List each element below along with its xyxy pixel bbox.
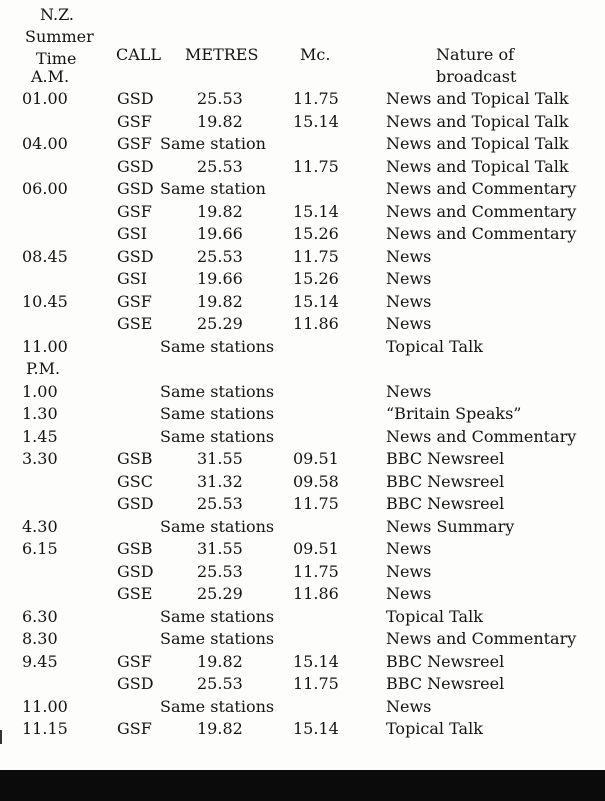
time-cell: 11.00 xyxy=(22,336,68,356)
metres-cell: 19.66 xyxy=(197,269,243,288)
header-call: CALL xyxy=(116,45,162,64)
table-row xyxy=(0,516,605,538)
megacycles-cell: 09.51 xyxy=(293,539,339,558)
broadcast-nature-cell: News xyxy=(386,314,432,333)
time-cell: 1.30 xyxy=(22,404,58,423)
same-station-note: Same stations xyxy=(160,629,275,648)
megacycles-cell: 11.75 xyxy=(293,89,339,108)
megacycles-cell: 15.14 xyxy=(293,291,339,311)
metres-cell: 25.53 xyxy=(197,89,243,108)
megacycles-cell: 11.75 xyxy=(293,561,339,581)
call-sign-cell: GSI xyxy=(117,269,148,288)
page-edge-mark xyxy=(0,730,2,744)
metres-cell: 19.82 xyxy=(197,201,243,221)
broadcast-nature-cell: News and Topical Talk xyxy=(386,111,569,131)
header-nature: Nature of xyxy=(436,45,515,64)
table-row xyxy=(0,673,605,695)
broadcast-nature-cell: News and Commentary xyxy=(386,224,577,243)
bottom-black-band xyxy=(0,770,605,801)
table-row xyxy=(0,628,605,650)
megacycles-cell: 15.14 xyxy=(293,111,339,131)
table-row xyxy=(0,381,605,403)
table-row xyxy=(0,336,605,358)
same-station-note: Same stations xyxy=(160,404,275,423)
megacycles-cell: 09.51 xyxy=(293,449,339,468)
time-cell: 11.15 xyxy=(22,719,68,738)
metres-cell: 25.53 xyxy=(197,156,243,176)
call-sign-cell: GSF xyxy=(117,291,152,311)
megacycles-cell: 11.86 xyxy=(293,314,339,333)
broadcast-nature-cell: News xyxy=(386,696,432,716)
metres-cell: 19.82 xyxy=(197,651,243,671)
metres-cell: 25.29 xyxy=(197,584,243,603)
broadcast-nature-cell: News and Commentary xyxy=(386,201,577,221)
broadcast-nature-cell: Topical Talk xyxy=(386,336,483,356)
megacycles-cell: 11.75 xyxy=(293,674,339,693)
table-row xyxy=(0,88,605,110)
call-sign-cell: GSD xyxy=(117,561,154,581)
time-cell: 6.15 xyxy=(22,539,58,558)
time-cell: 11.00 xyxy=(22,696,68,716)
call-sign-cell: GSE xyxy=(117,314,153,333)
table-row xyxy=(0,313,605,335)
call-sign-cell: GSD xyxy=(117,674,154,693)
call-sign-cell: GSC xyxy=(117,471,153,491)
table-row xyxy=(0,246,605,268)
metres-cell: 25.53 xyxy=(197,561,243,581)
broadcast-nature-cell: BBC Newsreel xyxy=(386,449,505,468)
section-label: P.M. xyxy=(26,359,61,378)
broadcast-nature-cell: News and Commentary xyxy=(386,426,577,446)
table-row xyxy=(0,471,605,493)
table-row xyxy=(0,448,605,470)
megacycles-cell: 11.75 xyxy=(293,494,339,513)
call-sign-cell: GSI xyxy=(117,224,148,243)
table-row xyxy=(0,493,605,515)
megacycles-cell: 15.26 xyxy=(293,224,339,243)
megacycles-cell: 15.14 xyxy=(293,651,339,671)
table-row xyxy=(0,651,605,673)
table-row xyxy=(0,291,605,313)
call-sign-cell: GSD xyxy=(117,246,154,266)
broadcast-nature-cell: “Britain Speaks” xyxy=(386,404,522,423)
time-cell: 8.30 xyxy=(22,629,58,648)
megacycles-cell: 15.26 xyxy=(293,269,339,288)
call-sign-cell: GSF xyxy=(117,111,152,131)
call-sign-cell: GSD xyxy=(117,494,154,513)
same-station-note: Same stations xyxy=(160,606,275,626)
call-sign-cell: GSE xyxy=(117,584,153,603)
metres-cell: 25.53 xyxy=(197,494,243,513)
table-row xyxy=(0,606,605,628)
time-cell: 3.30 xyxy=(22,449,58,468)
time-cell: 04.00 xyxy=(22,134,68,153)
broadcast-nature-cell: News xyxy=(386,381,432,401)
broadcast-nature-cell: News xyxy=(386,561,432,581)
time-cell: 4.30 xyxy=(22,516,58,536)
call-sign-cell: GSD xyxy=(117,89,154,108)
metres-cell: 19.82 xyxy=(197,291,243,311)
call-sign-cell: GSF xyxy=(117,201,152,221)
table-row xyxy=(0,403,605,425)
megacycles-cell: 11.86 xyxy=(293,584,339,603)
metres-cell: 19.66 xyxy=(197,224,243,243)
broadcast-nature-cell: BBC Newsreel xyxy=(386,651,505,671)
table-row xyxy=(0,696,605,718)
table-row xyxy=(0,178,605,200)
metres-cell: 19.82 xyxy=(197,111,243,131)
table-row xyxy=(0,561,605,583)
table-row xyxy=(0,426,605,448)
time-cell: 1.45 xyxy=(22,426,58,446)
same-station-note: Same station xyxy=(160,179,266,198)
table-row xyxy=(0,133,605,155)
broadcast-nature-cell: News Summary xyxy=(386,516,515,536)
broadcast-nature-cell: BBC Newsreel xyxy=(386,471,505,491)
broadcast-nature-cell: BBC Newsreel xyxy=(386,494,505,513)
metres-cell: 31.55 xyxy=(197,449,243,468)
broadcast-nature-cell: News and Topical Talk xyxy=(386,156,569,176)
broadcast-nature-cell: News and Commentary xyxy=(386,179,577,198)
metres-cell: 25.53 xyxy=(197,674,243,693)
metres-cell: 25.53 xyxy=(197,246,243,266)
time-cell: 1.00 xyxy=(22,381,58,401)
metres-cell: 31.55 xyxy=(197,539,243,558)
broadcast-nature-cell: News xyxy=(386,269,432,288)
broadcast-nature-cell: News xyxy=(386,291,432,311)
megacycles-cell: 11.75 xyxy=(293,156,339,176)
table-row xyxy=(0,358,605,380)
same-station-note: Same stations xyxy=(160,381,275,401)
table-row xyxy=(0,538,605,560)
table-row xyxy=(0,111,605,133)
header-time: Time xyxy=(36,49,77,68)
broadcast-nature-cell: News and Topical Talk xyxy=(386,134,569,153)
call-sign-cell: GSF xyxy=(117,134,152,153)
metres-cell: 25.29 xyxy=(197,314,243,333)
call-sign-cell: GSB xyxy=(117,449,153,468)
table-row xyxy=(0,201,605,223)
megacycles-cell: 15.14 xyxy=(293,719,339,738)
table-row xyxy=(0,583,605,605)
same-station-note: Same stations xyxy=(160,696,275,716)
header-summer: Summer xyxy=(25,27,94,46)
megacycles-cell: 09.58 xyxy=(293,471,339,491)
same-station-note: Same station xyxy=(160,134,266,153)
megacycles-cell: 11.75 xyxy=(293,246,339,266)
table-row xyxy=(0,268,605,290)
same-station-note: Same stations xyxy=(160,426,275,446)
header-metres: METRES xyxy=(185,45,259,64)
same-station-note: Same stations xyxy=(160,516,275,536)
time-cell: 10.45 xyxy=(22,291,68,311)
broadcast-nature-cell: News xyxy=(386,246,432,266)
call-sign-cell: GSF xyxy=(117,651,152,671)
table-row xyxy=(0,223,605,245)
table-row xyxy=(0,718,605,740)
time-cell: 9.45 xyxy=(22,651,58,671)
time-cell: 01.00 xyxy=(22,89,68,108)
call-sign-cell: GSD xyxy=(117,156,154,176)
broadcast-nature-cell: News xyxy=(386,539,432,558)
time-cell: 06.00 xyxy=(22,179,68,198)
header-mc: Mc. xyxy=(300,45,331,64)
broadcast-nature-cell: BBC Newsreel xyxy=(386,674,505,693)
broadcast-nature-cell: Topical Talk xyxy=(386,719,483,738)
metres-cell: 31.32 xyxy=(197,471,243,491)
header-am: A.M. xyxy=(31,67,70,86)
broadcast-nature-cell: News and Topical Talk xyxy=(386,89,569,108)
broadcast-nature-cell: Topical Talk xyxy=(386,606,483,626)
broadcast-nature-cell: News and Commentary xyxy=(386,629,577,648)
header-broadcast: broadcast xyxy=(436,67,517,86)
call-sign-cell: GSF xyxy=(117,719,152,738)
broadcast-nature-cell: News xyxy=(386,584,432,603)
time-cell: 08.45 xyxy=(22,246,68,266)
header-nz: N.Z. xyxy=(40,5,74,24)
call-sign-cell: GSD xyxy=(117,179,154,198)
same-station-note: Same stations xyxy=(160,336,275,356)
megacycles-cell: 15.14 xyxy=(293,201,339,221)
table-row xyxy=(0,156,605,178)
metres-cell: 19.82 xyxy=(197,719,243,738)
call-sign-cell: GSB xyxy=(117,539,153,558)
time-cell: 6.30 xyxy=(22,606,58,626)
